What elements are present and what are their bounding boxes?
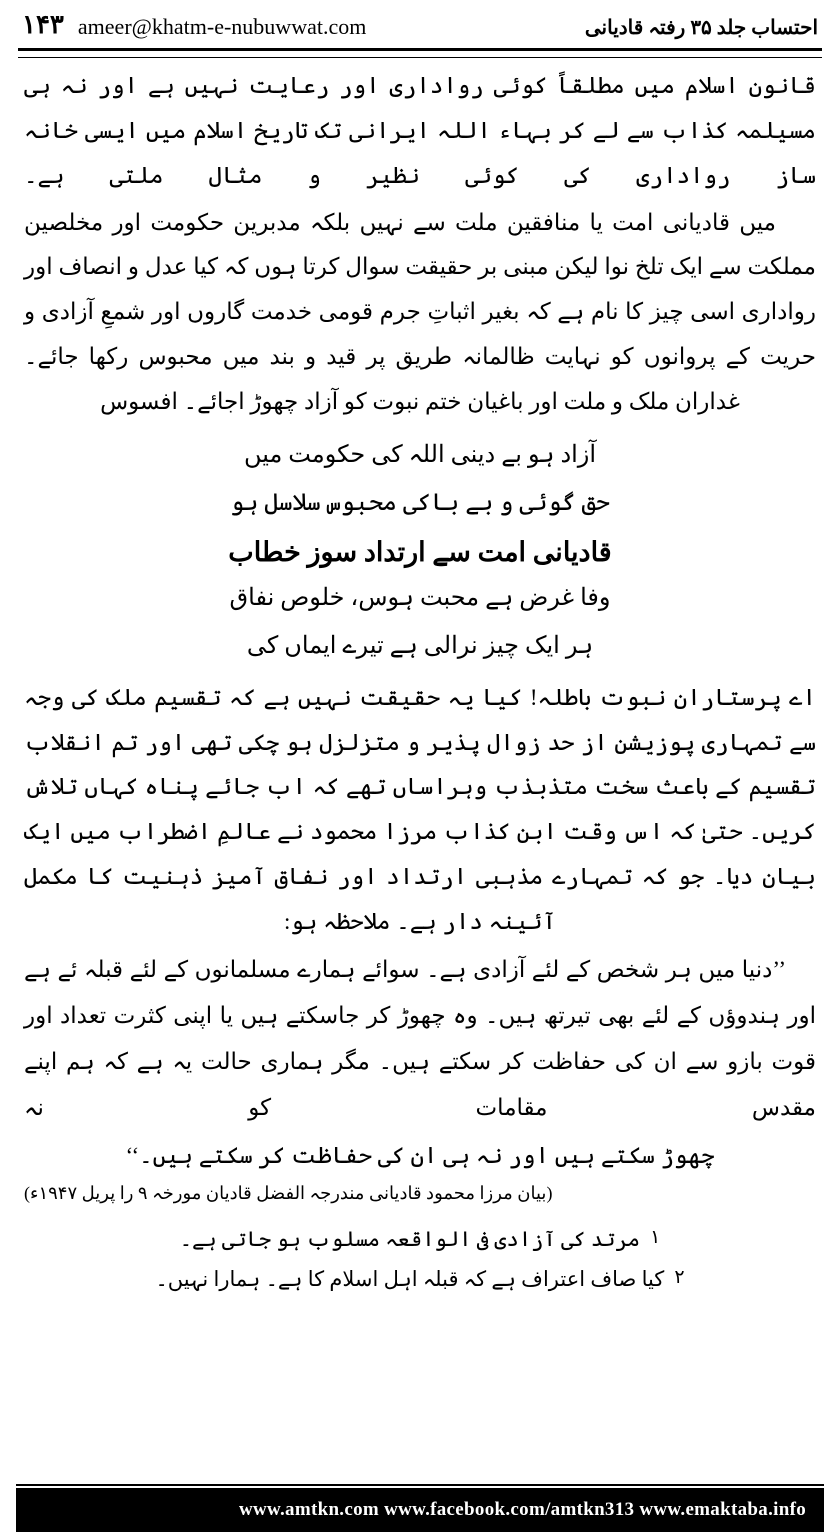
couplet-top [16,431,824,527]
page-header [16,0,824,44]
header-divider-thin [18,57,822,58]
paragraph: اے پرستاران نبوت باطلہ! کیا یہ حقیقت نہیں ہے کہ تقسیم ملک کی وجہ سے تمہاری پوزیشن از حد زوال پذیر و متزلزل ہو چکی تھی اور تم انقلاب تقسیم کے باعث سخت متذبذب وہراساں تھے کہ اب جائے پناہ کہاں تلاش کریں۔ حتیٰ کہ اس وقت ابن کذاب مرزا محمود نے عالمِ اضطراب میں ایک بیان دیا۔ جو کہ تمہارے مذہبی ارتداد اور نفاق آمیز ذہنیت کا مکمل آئینہ دار ہے۔ ملاحظہ ہو: [24,684,816,934]
note-number: ۱ [650,1226,661,1248]
couplet-mid [16,574,824,670]
numbered-notes [16,1220,824,1300]
note-item [24,1220,816,1260]
note-item [24,1260,816,1300]
footer-links: www.amtkn.com www.facebook.com/amtkn313 www.emaktaba.info [238,1499,806,1520]
quotation-block-end: چھوڑ سکتے ہیں اور نہ ہی ان کی حفاظت کر سکتے ہیں۔‘‘ [125,1142,715,1168]
contact-email: ameer@khatm-e-nubuwwat.com [77,14,367,39]
main-body [16,64,824,425]
note-number: ۲ [674,1266,685,1288]
header-left-group [22,10,366,40]
page-number: ۱۴۳ [22,10,64,39]
note-text: مرتد کی آزادی فی الواقعہ مسلوب ہو جاتی ہے۔ [179,1226,641,1251]
book-title: احتساب جلد ۳۵ رفتہ قادیانی [584,17,818,39]
section-heading: قادیانی امت سے ارتداد سوز خطاب [228,536,612,567]
main-body-second [16,676,824,945]
page-footer [0,1478,840,1540]
header-divider [18,48,822,51]
quotation-block: ’’دنیا میں ہر شخص کے لئے آزادی ہے۔ سوائے ہمارے مسلمانوں کے لئے قبلہ ئے ہے اور ہندوؤں کے لئے بھی تیرتھ ہیں۔ وہ چھوڑ کر جاسکتے ہیں یا اپنی کثرت تعداد اور قوت بازو سے ان کی حفاظت کر سکتے ہیں۔ مگر ہماری حالت یہ ہے کہ ہم اپنے مقدس مقامات کو نہ [24,956,816,1120]
note-text: کیا صاف اعتراف ہے کہ قبلہ اہل اسلام کا ہے۔ ہمارا نہیں۔ [155,1266,665,1291]
couplet-line: وفا غرض ہے محبت ہوس، خلوص نفاق [229,584,611,611]
couplet-line: حق گوئی و بے باکی محبوس سلاسل ہو [230,489,610,516]
quotation-reference: (بیان مرزا محمود قادیانی مندرجہ الفضل قادیان مورخہ ۹ را پریل ۱۹۴۷ء) [24,1182,553,1203]
paragraph: قانون اسلام میں مطلقاً کوئی رواداری اور رعایت نہیں ہے اور نہ ہی مسیلمہ کذاب سے لے کر بہاء اللہ ایرانی تک تاریخ اسلام میں ایسی خانہ ساز رواداری کی کوئی نظیر و مثال ملتی ہے۔ [24,73,817,188]
footer-bar [16,1488,824,1532]
couplet-line: آزاد ہو بے دینی اللہ کی حکومت میں [243,441,597,468]
footer-divider [16,1484,824,1486]
couplet-line: ہر ایک چیز نرالی ہے تیرے ایماں کی [246,632,594,659]
paragraph: میں قادیانی امت یا منافقین ملت سے نہیں بلکہ مدبرین حکومت اور مخلصین مملکت سے ایک تلخ نوا لیکن مبنی بر حقیقت سوال کرتا ہوں کہ کیا عدل و انصاف اور رواداری اسی چیز کا نام ہے کہ بغیر اثباتِ جرم قومی خدمت گاروں اور شمعِ آزادی و حریت کے پروانوں کو نہایت ظالمانہ طریق پر قید و بند میں محبوس رکھا جائے۔ غداران ملک و ملت اور باغیان ختم نبوت کو آزاد چھوڑ اجائے۔ افسوس [24,209,816,414]
